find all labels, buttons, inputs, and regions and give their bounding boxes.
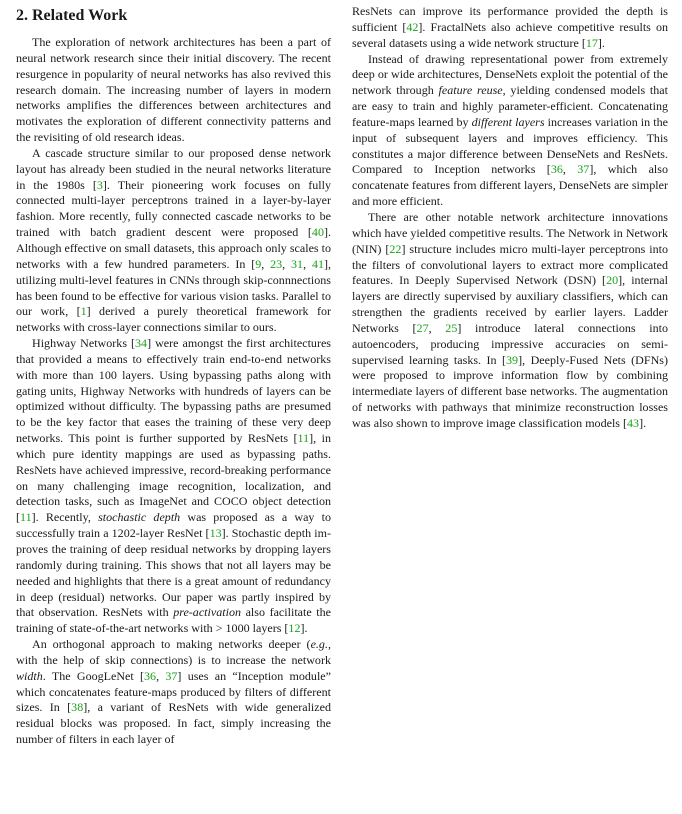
text-run: increases variation in the input of subsequent layers and improves efficiency. This constitutes a major difference between DenseNets and ResNets. Compared to Inception networks [ [352,114,668,177]
citation-link[interactable]: 23 [270,256,283,271]
text-run: ] derived a purely theoretical framework for networks with cross-layer connections similar to ours. [16,304,331,335]
paragraph [16,637,331,748]
text-run: , [303,256,312,271]
text-run: ResNets can improve its performance provided the depth is sufficient [ [352,4,668,34]
text-run: ], in which pure identity mappings are used as bypassing paths. ResNets have achieved impressive, record-breaking performance on many challenging image recognition, localization, and detection tasks, such as ImageNet and COCO object detection [ [16,431,331,525]
text-run: ]. Although effective on small datasets, this approach only scales to networks with a few hundred parameters. In [ [16,225,331,271]
text-run: ] uses an “Inception module” which concatenates feature-maps produced by filters of different sizes. In [ [16,668,331,715]
section-heading: 2. Related Work [16,7,128,24]
citation-link[interactable]: 25 [445,320,458,335]
citation-link[interactable]: 11 [297,431,310,446]
text-run: ], a variant of ResNets with wide generalized residual blocks was proposed. In fact, simply increasing the number of filters in each layer of [16,700,331,747]
text-run: An orthogonal approach to making networks deeper ( [32,637,311,652]
text-run: ] introduce lateral connections into autoencoders, producing impressive accuracies on semi-supervised learning tasks. In [ [352,320,668,367]
text-run: ]. Their pioneering work focuses on fully connected multi-layer perceptrons trained in a layer-by-layer fashion. More recently, fully connected cascade networks to be trained with batch gradient descent were proposed [ [16,177,331,240]
text-run: ], utilizing multi-level features in CNNs through skip-connnections has been found to be effective for various vision tasks. Parallel to our work, [ [16,256,332,319]
text-run: ], Deeply-Fused Nets (DFNs) were proposed to improve information flow by combining intermediate layers of different base networks. The augmentation of networks with pathways that minimize reconstruction losses was also shown to improve image classification models [ [352,352,668,430]
citation-link[interactable]: 36 [550,162,563,177]
citation-link[interactable]: 36 [144,668,157,683]
paragraph [16,336,331,637]
citation-link[interactable]: 12 [288,621,301,636]
citation-link[interactable]: 31 [291,256,304,271]
emphasized-text: different layers [471,114,545,129]
paragraph [16,35,331,146]
text-run: , [428,320,446,335]
text-run: ] were amongst the first architectures that provided a means to effectively train end-to-end networks with more than 100 layers. Using bypassing paths along with gating units, Highway Networks with hundreds of layers can be optimized without difficulty. The bypassing paths are presumed to be the key factor that eases the training of these very deep networks. This point is further supported by ResNets [ [16,336,331,446]
right-column [352,4,668,432]
text-run: There are other notable network architecture innovations which have yielded competitive results. The Network in Network (NIN) [ [352,209,668,256]
citation-link[interactable]: 43 [627,415,640,430]
text-run: The exploration of network architectures has been a part of neural network research since their initial discovery. The recent resurgence in popularity of neural networks has also revived this research domain. The increasing number of layers in modern networks amplifies the differences between architectures and motivates the exploration of different connectivity patterns and the revisiting of old research ideas. [16,35,331,145]
text-run: ]. [639,415,647,430]
citation-link[interactable]: 3 [96,177,103,192]
paragraph [352,52,668,210]
emphasized-text: e.g. [310,637,328,652]
citation-link[interactable]: 17 [585,35,598,50]
text-run: Highway Networks [ [32,336,136,351]
citation-link[interactable]: 38 [71,700,84,715]
left-column [16,6,331,748]
right-body [352,4,668,432]
left-body [16,35,331,748]
text-run: ]. Recently, [31,510,99,525]
citation-link[interactable]: 34 [135,336,148,351]
citation-link[interactable]: 11 [20,510,32,525]
citation-link[interactable]: 9 [255,256,262,271]
text-run: ]. Stochastic depth improves the training of deep residual networks by dropping layers randomly during training. This shows that not all layers may be needed and highlights that there is a great amount of redundancy in deep (residual) networks. Our paper was partly inspired by that observation. ResNets with [16,526,331,620]
text-run: also facilitate the training of state-of-the-art networks with > 1000 layers [ [16,605,332,636]
text-run: , [261,256,271,271]
citation-link[interactable]: 39 [506,352,519,367]
text-run: Instead of drawing representational power from extremely deep or wide architectures, DenseNets exploit the potential of the network through [352,51,668,98]
citation-link[interactable]: 22 [389,241,402,256]
citation-link[interactable]: 40 [311,225,324,240]
text-run: , yielding condensed models that are easy to train and highly parameter-efficient. Concatenating feature-maps learned by [352,83,668,129]
paragraph [352,210,668,432]
text-run: ], which also concatenate features from different layers, DenseNets are simpler and more efficient. [352,162,668,209]
emphasized-text: pre-activation [173,605,241,620]
emphasized-text: stochastic depth [98,510,181,525]
text-run: , [156,668,166,683]
citation-link[interactable]: 27 [416,320,429,335]
text-run: ]. [597,35,605,50]
citation-link[interactable]: 41 [311,256,324,271]
text-run: ], internal layers are directly supervised by auxiliary classifiers, which can strengthen the gradients received by earlier layers. Ladder Networks [ [352,273,668,335]
paragraph [16,146,331,336]
text-run: . The GoogLeNet [ [42,668,145,683]
citation-link[interactable]: 37 [577,162,590,177]
text-run: was proposed as a way to successfully train a 1202-layer ResNet [ [16,510,332,541]
citation-link[interactable]: 1 [80,304,87,319]
paragraph [352,4,668,52]
citation-link[interactable]: 13 [209,526,222,541]
citation-link[interactable]: 37 [165,668,178,683]
text-run: A cascade structure similar to our proposed dense network layout has already been studied in the neural networks literature in the 1980s [ [16,145,331,192]
text-run: , with the help of skip connections) is to increase the network [16,637,331,667]
emphasized-text: feature reuse [438,83,503,98]
citation-link[interactable]: 20 [606,273,619,288]
text-run: ] structure includes micro multi-layer perceptrons into the filters of convolutional layers to extract more complicated features. In Deeply Supervised Network (DSN) [ [352,241,668,288]
citation-link[interactable]: 42 [406,19,419,34]
emphasized-text: width [16,668,43,683]
text-run: , [282,256,292,271]
text-run: ]. FractalNets also achieve competitive results on several datasets using a wide network structure [ [352,19,668,50]
text-run: ]. [300,621,308,636]
text-run: , [562,162,578,177]
